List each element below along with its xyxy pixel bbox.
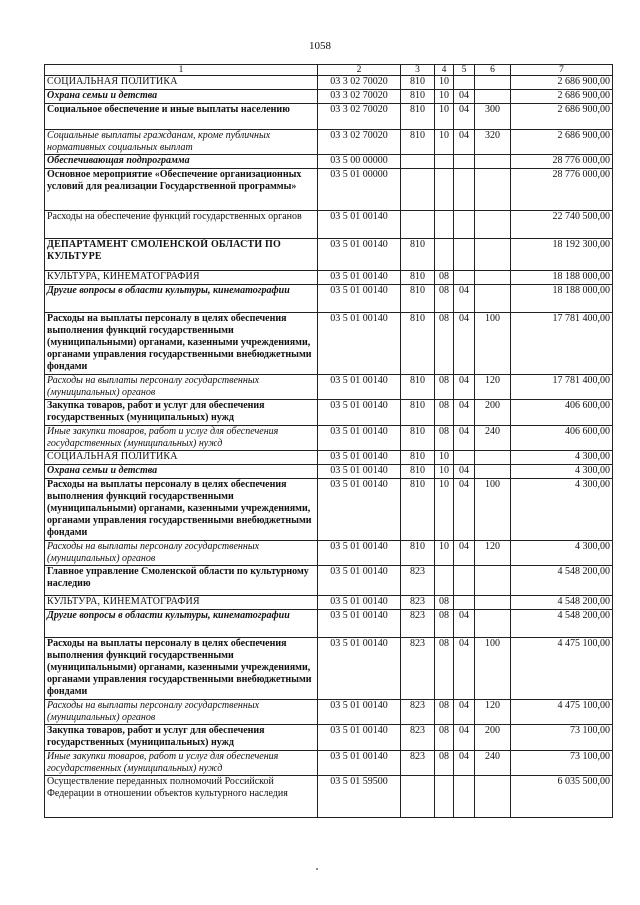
row-subsection: 04 — [454, 104, 475, 130]
row-code: 03 5 01 00140 — [318, 751, 401, 776]
row-subsection: 04 — [454, 90, 475, 104]
row-amount: 4 475 100,00 — [511, 638, 613, 700]
row-subsection — [454, 155, 475, 169]
row-code: 03 5 01 00140 — [318, 566, 401, 596]
row-section: 08 — [435, 285, 454, 313]
row-section: 10 — [435, 479, 454, 541]
row-code: 03 5 01 00140 — [318, 271, 401, 285]
row-section — [435, 239, 454, 271]
row-code: 03 3 02 70020 — [318, 76, 401, 90]
table-row — [45, 375, 613, 400]
table-row — [45, 239, 613, 271]
row-amount: 4 300,00 — [511, 479, 613, 541]
row-name: Главное управление Смоленской области по культурному наследию — [45, 566, 318, 596]
row-subsection — [454, 451, 475, 465]
row-subsection: 04 — [454, 400, 475, 426]
row-type — [475, 211, 511, 239]
row-type — [475, 285, 511, 313]
row-code: 03 5 01 00140 — [318, 465, 401, 479]
row-section: 08 — [435, 271, 454, 285]
row-code: 03 5 00 00000 — [318, 155, 401, 169]
row-dept: 823 — [401, 751, 435, 776]
row-subsection: 04 — [454, 751, 475, 776]
table-row — [45, 155, 613, 169]
row-type: 100 — [475, 638, 511, 700]
row-amount: 4 300,00 — [511, 541, 613, 566]
row-dept: 810 — [401, 239, 435, 271]
row-amount: 406 600,00 — [511, 400, 613, 426]
row-section — [435, 155, 454, 169]
row-subsection: 04 — [454, 541, 475, 566]
row-type — [475, 169, 511, 211]
row-code: 03 5 01 00140 — [318, 313, 401, 375]
row-amount: 4 548 200,00 — [511, 596, 613, 610]
row-amount: 73 100,00 — [511, 725, 613, 751]
row-section: 08 — [435, 610, 454, 638]
row-amount: 28 776 000,00 — [511, 169, 613, 211]
row-dept — [401, 211, 435, 239]
header-row — [45, 65, 613, 76]
table-row — [45, 541, 613, 566]
row-code: 03 5 01 00140 — [318, 400, 401, 426]
row-amount: 17 781 400,00 — [511, 313, 613, 375]
row-subsection: 04 — [454, 375, 475, 400]
row-subsection: 04 — [454, 479, 475, 541]
row-code: 03 5 01 00140 — [318, 610, 401, 638]
row-name: Основное мероприятие «Обеспечение организационных условий для реализации Государственной программы» — [45, 169, 318, 211]
row-code: 03 5 01 00140 — [318, 700, 401, 725]
row-subsection: 04 — [454, 285, 475, 313]
row-code: 03 5 01 00140 — [318, 426, 401, 451]
row-dept: 810 — [401, 451, 435, 465]
row-code: 03 5 01 00140 — [318, 239, 401, 271]
table-row — [45, 90, 613, 104]
table-row — [45, 211, 613, 239]
row-dept — [401, 169, 435, 211]
header-cell: 5 — [454, 65, 475, 76]
row-name: Расходы на выплаты персоналу государственных (муниципальных) органов — [45, 541, 318, 566]
row-section: 08 — [435, 725, 454, 751]
page-number: 1058 — [309, 40, 331, 52]
row-name: Расходы на выплаты персоналу в целях обеспечения выполнения функций государственными (муниципальными) органами, казенными учреждениями, органами управления государственными внебюджетными фондами — [45, 638, 318, 700]
row-amount: 406 600,00 — [511, 426, 613, 451]
row-subsection — [454, 211, 475, 239]
row-code: 03 5 01 59500 — [318, 776, 401, 818]
row-subsection: 04 — [454, 725, 475, 751]
row-amount: 4 300,00 — [511, 465, 613, 479]
row-amount: 4 548 200,00 — [511, 566, 613, 596]
row-dept: 823 — [401, 610, 435, 638]
row-subsection — [454, 76, 475, 90]
row-section: 08 — [435, 596, 454, 610]
row-section — [435, 169, 454, 211]
row-type — [475, 90, 511, 104]
row-name: Другие вопросы в области культуры, кинематографии — [45, 610, 318, 638]
row-subsection: 04 — [454, 700, 475, 725]
row-subsection: 04 — [454, 130, 475, 155]
header-cell: 3 — [401, 65, 435, 76]
row-amount: 2 686 900,00 — [511, 90, 613, 104]
header-cell: 1 — [45, 65, 318, 76]
row-section — [435, 566, 454, 596]
row-section: 08 — [435, 313, 454, 375]
row-amount: 4 300,00 — [511, 451, 613, 465]
table-row — [45, 566, 613, 596]
table-row — [45, 596, 613, 610]
row-code: 03 5 01 00140 — [318, 211, 401, 239]
row-code: 03 5 01 00140 — [318, 596, 401, 610]
table-row — [45, 465, 613, 479]
row-type: 100 — [475, 313, 511, 375]
row-subsection: 04 — [454, 610, 475, 638]
row-section — [435, 211, 454, 239]
row-section — [435, 776, 454, 818]
row-dept — [401, 776, 435, 818]
row-subsection: 04 — [454, 426, 475, 451]
row-section: 10 — [435, 104, 454, 130]
row-code: 03 3 02 70020 — [318, 130, 401, 155]
table-row — [45, 313, 613, 375]
row-section: 08 — [435, 700, 454, 725]
row-name: Иные закупки товаров, работ и услуг для обеспечения государственных (муниципальных) нужд — [45, 426, 318, 451]
table-row — [45, 610, 613, 638]
row-name: КУЛЬТУРА, КИНЕМАТОГРАФИЯ — [45, 596, 318, 610]
row-dept: 823 — [401, 725, 435, 751]
row-amount: 2 686 900,00 — [511, 130, 613, 155]
row-amount: 4 475 100,00 — [511, 700, 613, 725]
row-dept: 823 — [401, 638, 435, 700]
row-section: 08 — [435, 638, 454, 700]
row-dept: 810 — [401, 90, 435, 104]
row-dept: 810 — [401, 104, 435, 130]
row-section: 10 — [435, 130, 454, 155]
header-cell: 4 — [435, 65, 454, 76]
row-name: Расходы на выплаты персоналу в целях обеспечения выполнения функций государственными (муниципальными) органами, казенными учреждениями, органами управления государственными внебюджетными фондами — [45, 479, 318, 541]
row-dept: 810 — [401, 541, 435, 566]
row-amount: 22 740 500,00 — [511, 211, 613, 239]
row-amount: 18 188 000,00 — [511, 285, 613, 313]
row-dept: 810 — [401, 400, 435, 426]
table-row — [45, 285, 613, 313]
row-name: СОЦИАЛЬНАЯ ПОЛИТИКА — [45, 76, 318, 90]
row-subsection: 04 — [454, 465, 475, 479]
row-amount: 6 035 500,00 — [511, 776, 613, 818]
row-subsection — [454, 776, 475, 818]
row-code: 03 5 01 00140 — [318, 541, 401, 566]
table-row — [45, 400, 613, 426]
row-dept: 823 — [401, 566, 435, 596]
row-dept: 810 — [401, 375, 435, 400]
row-dept: 810 — [401, 479, 435, 541]
row-type: 240 — [475, 751, 511, 776]
row-amount: 18 192 300,00 — [511, 239, 613, 271]
row-name: Закупка товаров, работ и услуг для обеспечения государственных (муниципальных) нужд — [45, 400, 318, 426]
row-type: 120 — [475, 375, 511, 400]
row-name: ДЕПАРТАМЕНТ СМОЛЕНСКОЙ ОБЛАСТИ ПО КУЛЬТУРЕ — [45, 239, 318, 271]
table-row — [45, 271, 613, 285]
row-amount: 17 781 400,00 — [511, 375, 613, 400]
row-name: Расходы на обеспечение функций государственных органов — [45, 211, 318, 239]
row-name: Закупка товаров, работ и услуг для обеспечения государственных (муниципальных) нужд — [45, 725, 318, 751]
header-cell: 7 — [511, 65, 613, 76]
row-section: 08 — [435, 400, 454, 426]
row-dept: 810 — [401, 313, 435, 375]
table-row — [45, 776, 613, 818]
row-type: 240 — [475, 426, 511, 451]
row-code: 03 5 01 00140 — [318, 285, 401, 313]
row-name: КУЛЬТУРА, КИНЕМАТОГРАФИЯ — [45, 271, 318, 285]
row-section: 10 — [435, 451, 454, 465]
row-type — [475, 465, 511, 479]
row-name: Иные закупки товаров, работ и услуг для обеспечения государственных (муниципальных) нужд — [45, 751, 318, 776]
row-type: 120 — [475, 541, 511, 566]
row-code: 03 5 01 00140 — [318, 451, 401, 465]
row-code: 03 5 01 00140 — [318, 725, 401, 751]
row-amount: 4 548 200,00 — [511, 610, 613, 638]
row-name: СОЦИАЛЬНАЯ ПОЛИТИКА — [45, 451, 318, 465]
row-type — [475, 610, 511, 638]
row-type — [475, 566, 511, 596]
row-dept: 810 — [401, 130, 435, 155]
table-row — [45, 130, 613, 155]
row-type — [475, 239, 511, 271]
row-dept — [401, 155, 435, 169]
scan-speck — [316, 868, 318, 870]
row-name: Охрана семьи и детства — [45, 465, 318, 479]
table-row — [45, 700, 613, 725]
row-subsection — [454, 596, 475, 610]
table-row — [45, 104, 613, 130]
table-row — [45, 76, 613, 90]
row-type: 300 — [475, 104, 511, 130]
table-row — [45, 725, 613, 751]
row-type — [475, 776, 511, 818]
row-type: 200 — [475, 400, 511, 426]
row-type: 120 — [475, 700, 511, 725]
row-subsection: 04 — [454, 638, 475, 700]
row-subsection — [454, 566, 475, 596]
row-name: Расходы на выплаты персоналу государственных (муниципальных) органов — [45, 700, 318, 725]
row-section: 10 — [435, 541, 454, 566]
row-section: 10 — [435, 465, 454, 479]
row-type — [475, 596, 511, 610]
row-dept: 810 — [401, 271, 435, 285]
row-code: 03 5 01 00000 — [318, 169, 401, 211]
row-type — [475, 451, 511, 465]
row-type — [475, 76, 511, 90]
row-dept: 810 — [401, 76, 435, 90]
row-code: 03 5 01 00140 — [318, 479, 401, 541]
row-dept: 810 — [401, 465, 435, 479]
row-amount: 2 686 900,00 — [511, 104, 613, 130]
row-name: Обеспечивающая подпрограмма — [45, 155, 318, 169]
row-name: Осуществление переданных полномочий Российской Федерации в отношении объектов культурного наследия — [45, 776, 318, 818]
row-code: 03 5 01 00140 — [318, 375, 401, 400]
row-subsection — [454, 169, 475, 211]
row-amount: 28 776 000,00 — [511, 155, 613, 169]
table-row — [45, 451, 613, 465]
budget-table — [44, 64, 613, 818]
row-name: Расходы на выплаты персоналу государственных (муниципальных) органов — [45, 375, 318, 400]
table-row — [45, 479, 613, 541]
row-dept: 823 — [401, 596, 435, 610]
row-name: Расходы на выплаты персоналу в целях обеспечения выполнения функций государственными (муниципальными) органами, казенными учреждениями, органами управления государственными внебюджетными фондами — [45, 313, 318, 375]
row-amount: 73 100,00 — [511, 751, 613, 776]
table-row — [45, 169, 613, 211]
row-type: 320 — [475, 130, 511, 155]
row-amount: 2 686 900,00 — [511, 76, 613, 90]
row-dept: 823 — [401, 700, 435, 725]
row-section: 08 — [435, 375, 454, 400]
row-type: 200 — [475, 725, 511, 751]
row-code: 03 5 01 00140 — [318, 638, 401, 700]
row-name: Социальное обеспечение и иные выплаты населению — [45, 104, 318, 130]
row-subsection: 04 — [454, 313, 475, 375]
table-row — [45, 426, 613, 451]
row-name: Охрана семьи и детства — [45, 90, 318, 104]
row-type: 100 — [475, 479, 511, 541]
header-cell: 6 — [475, 65, 511, 76]
table-row — [45, 638, 613, 700]
row-name: Социальные выплаты гражданам, кроме публичных нормативных социальных выплат — [45, 130, 318, 155]
table-row — [45, 751, 613, 776]
row-code: 03 3 02 70020 — [318, 104, 401, 130]
row-type — [475, 155, 511, 169]
row-dept: 810 — [401, 285, 435, 313]
header-cell: 2 — [318, 65, 401, 76]
row-section: 08 — [435, 426, 454, 451]
row-section: 10 — [435, 76, 454, 90]
row-type — [475, 271, 511, 285]
row-subsection — [454, 271, 475, 285]
row-section: 10 — [435, 90, 454, 104]
row-dept: 810 — [401, 426, 435, 451]
row-name: Другие вопросы в области культуры, кинематографии — [45, 285, 318, 313]
row-amount: 18 188 000,00 — [511, 271, 613, 285]
row-subsection — [454, 239, 475, 271]
row-section: 08 — [435, 751, 454, 776]
row-code: 03 3 02 70020 — [318, 90, 401, 104]
